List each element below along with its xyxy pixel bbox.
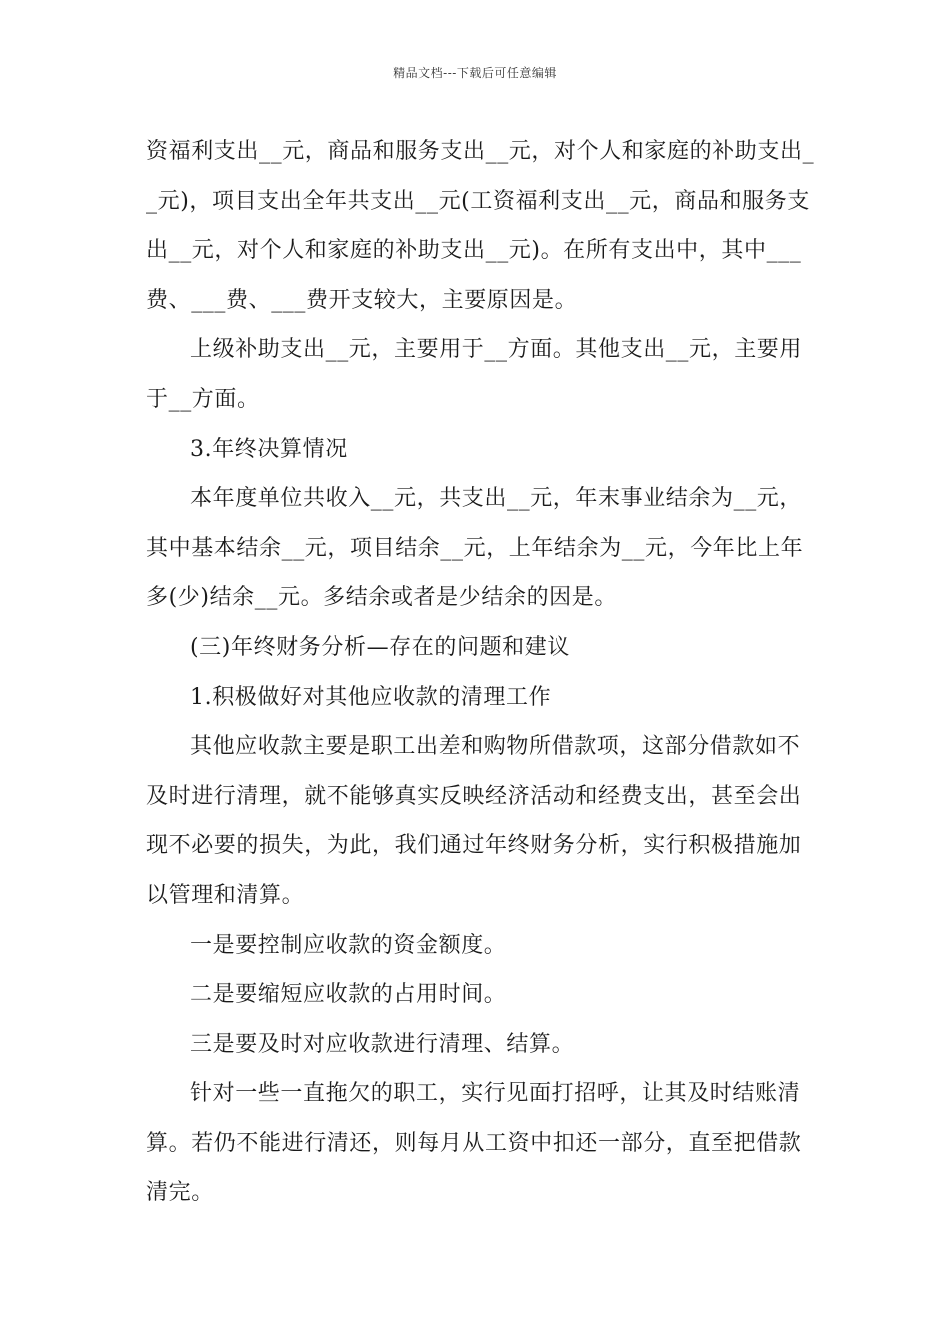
text-line: 于__方面。 — [146, 386, 260, 412]
section-heading: (三)年终财务分析—存在的问题和建议 — [190, 634, 570, 660]
text-line: 清完。 — [146, 1180, 214, 1206]
text-line: 资福利支出__元，商品和服务支出__元，对个人和家庭的补助支出_ — [146, 139, 815, 164]
paragraph-first-line: 本年度单位共收入__元，共支出__元，年末事业结余为__元， — [190, 486, 803, 512]
text-line: 出__元，对个人和家庭的补助支出__元)。在所有支出中，其中___ — [146, 238, 802, 264]
text-line: _元)，项目支出全年共支出__元(工资福利支出__元，商品和服务支 — [146, 188, 810, 214]
text-line: 以管理和清算。 — [146, 882, 305, 908]
text-line: 及时进行清理，就不能够真实反映经济活动和经费支出，甚至会出 — [146, 783, 802, 809]
list-item: 三是要及时对应收款进行清理、结算。 — [190, 1031, 575, 1057]
paragraph-first-line: 其他应收款主要是职工出差和购物所借款项，这部分借款如不 — [190, 734, 801, 760]
section-heading: 1.积极做好对其他应收款的清理工作 — [190, 684, 552, 710]
list-item: 一是要控制应收款的资金额度。 — [190, 932, 507, 958]
text-line: 现不必要的损失，为此，我们通过年终财务分析，实行积极措施加 — [146, 833, 802, 859]
text-line: 算。若仍不能进行清还，则每月从工资中扣还一部分，直至把借款 — [146, 1130, 802, 1156]
text-line: 多(少)结余__元。多结余或者是少结余的因是。 — [146, 585, 617, 611]
text-line: 其中基本结余__元，项目结余__元，上年结余为__元，今年比上年 — [146, 535, 804, 561]
list-item: 二是要缩短应收款的占用时间。 — [190, 982, 507, 1008]
document-body — [146, 127, 815, 1218]
page-header: 精品文档---下载后可任意编辑 — [393, 66, 557, 80]
section-heading: 3.年终决算情况 — [190, 436, 348, 462]
paragraph-first-line: 上级补助支出__元，主要用于__方面。其他支出__元，主要用 — [190, 337, 803, 363]
text-line: 费、___费、___费开支较大，主要原因是。 — [146, 287, 578, 313]
paragraph-first-line: 针对一些一直拖欠的职工，实行见面打招呼，让其及时结账清 — [190, 1081, 801, 1107]
